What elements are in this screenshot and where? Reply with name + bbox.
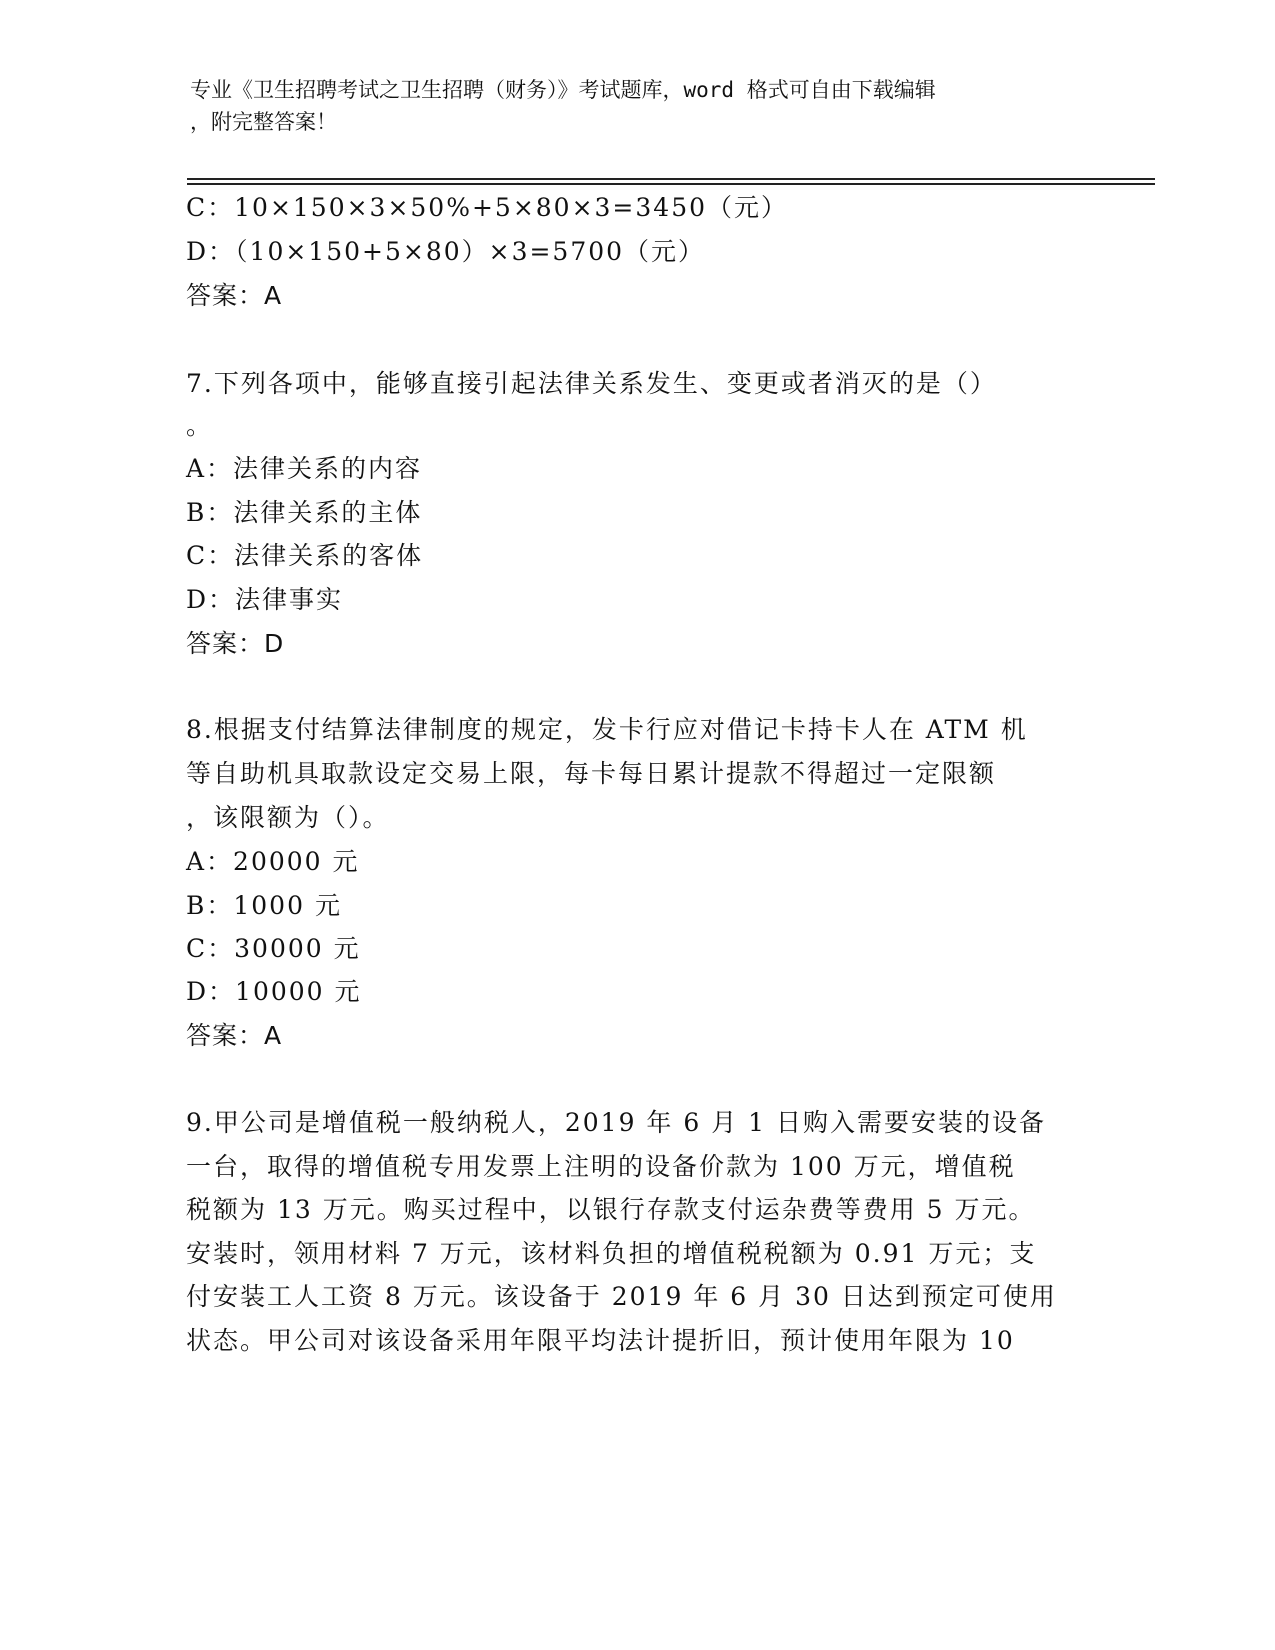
q9-stem-line-5: 付安装工人工资 8 万元。该设备于 2019 年 6 月 30 日达到预定可使用 [186, 1282, 1057, 1311]
header-divider-top [187, 178, 1155, 180]
q7-option-d: D：法律事实 [186, 585, 344, 614]
q8-stem-line-1: 8.根据支付结算法律制度的规定，发卡行应对借记卡持卡人在 ATM 机 [186, 715, 1028, 744]
q8-option-c: C：30000 元 [186, 934, 361, 963]
header-line-1: 专业《卫生招聘考试之卫生招聘（财务）》考试题库，word 格式可自由下载编辑 [190, 78, 936, 102]
page-header [190, 74, 1070, 138]
q8-stem-line-2: 等自助机具取款设定交易上限，每卡每日累计提款不得超过一定限额 [186, 759, 997, 788]
q6-answer: 答案：A [186, 281, 283, 310]
q9-stem-line-6: 状态。甲公司对该设备采用年限平均法计提折旧，预计使用年限为 10 [186, 1326, 1015, 1355]
q6-option-d: D：（10×150+5×80）×3=5700（元） [186, 237, 706, 266]
q7-stem-line-1: 7.下列各项中，能够直接引起法律关系发生、变更或者消灭的是（） [186, 369, 997, 398]
q7-answer: 答案：D [186, 629, 285, 658]
q6-option-c: C：10×150×3×50%+5×80×3=3450（元） [186, 193, 789, 222]
q8-option-d: D：10000 元 [186, 977, 362, 1006]
header-divider-bottom [187, 183, 1155, 185]
q9-stem-line-2: 一台，取得的增值税专用发票上注明的设备价款为 100 万元，增值税 [186, 1152, 1016, 1181]
q7-option-a: A：法律关系的内容 [186, 454, 423, 483]
q7-stem-line-2: 。 [186, 411, 214, 440]
q7-option-c: C：法律关系的客体 [186, 541, 424, 570]
q7-option-b: B：法律关系的主体 [186, 498, 423, 527]
q8-option-a: A：20000 元 [186, 847, 360, 876]
q9-stem-line-1: 9.甲公司是增值税一般纳税人，2019 年 6 月 1 日购入需要安装的设备 [186, 1108, 1047, 1137]
q8-answer: 答案：A [186, 1021, 283, 1050]
q8-option-b: B：1000 元 [186, 891, 342, 920]
header-line-2: ，附完整答案！ [190, 110, 337, 134]
q9-stem-line-4: 安装时，领用材料 7 万元，该材料负担的增值税税额为 0.91 万元；支 [186, 1239, 1037, 1268]
q9-stem-line-3: 税额为 13 万元。购买过程中，以银行存款支付运杂费等费用 5 万元。 [186, 1195, 1036, 1224]
q8-stem-line-3: ，该限额为（）。 [186, 803, 390, 832]
